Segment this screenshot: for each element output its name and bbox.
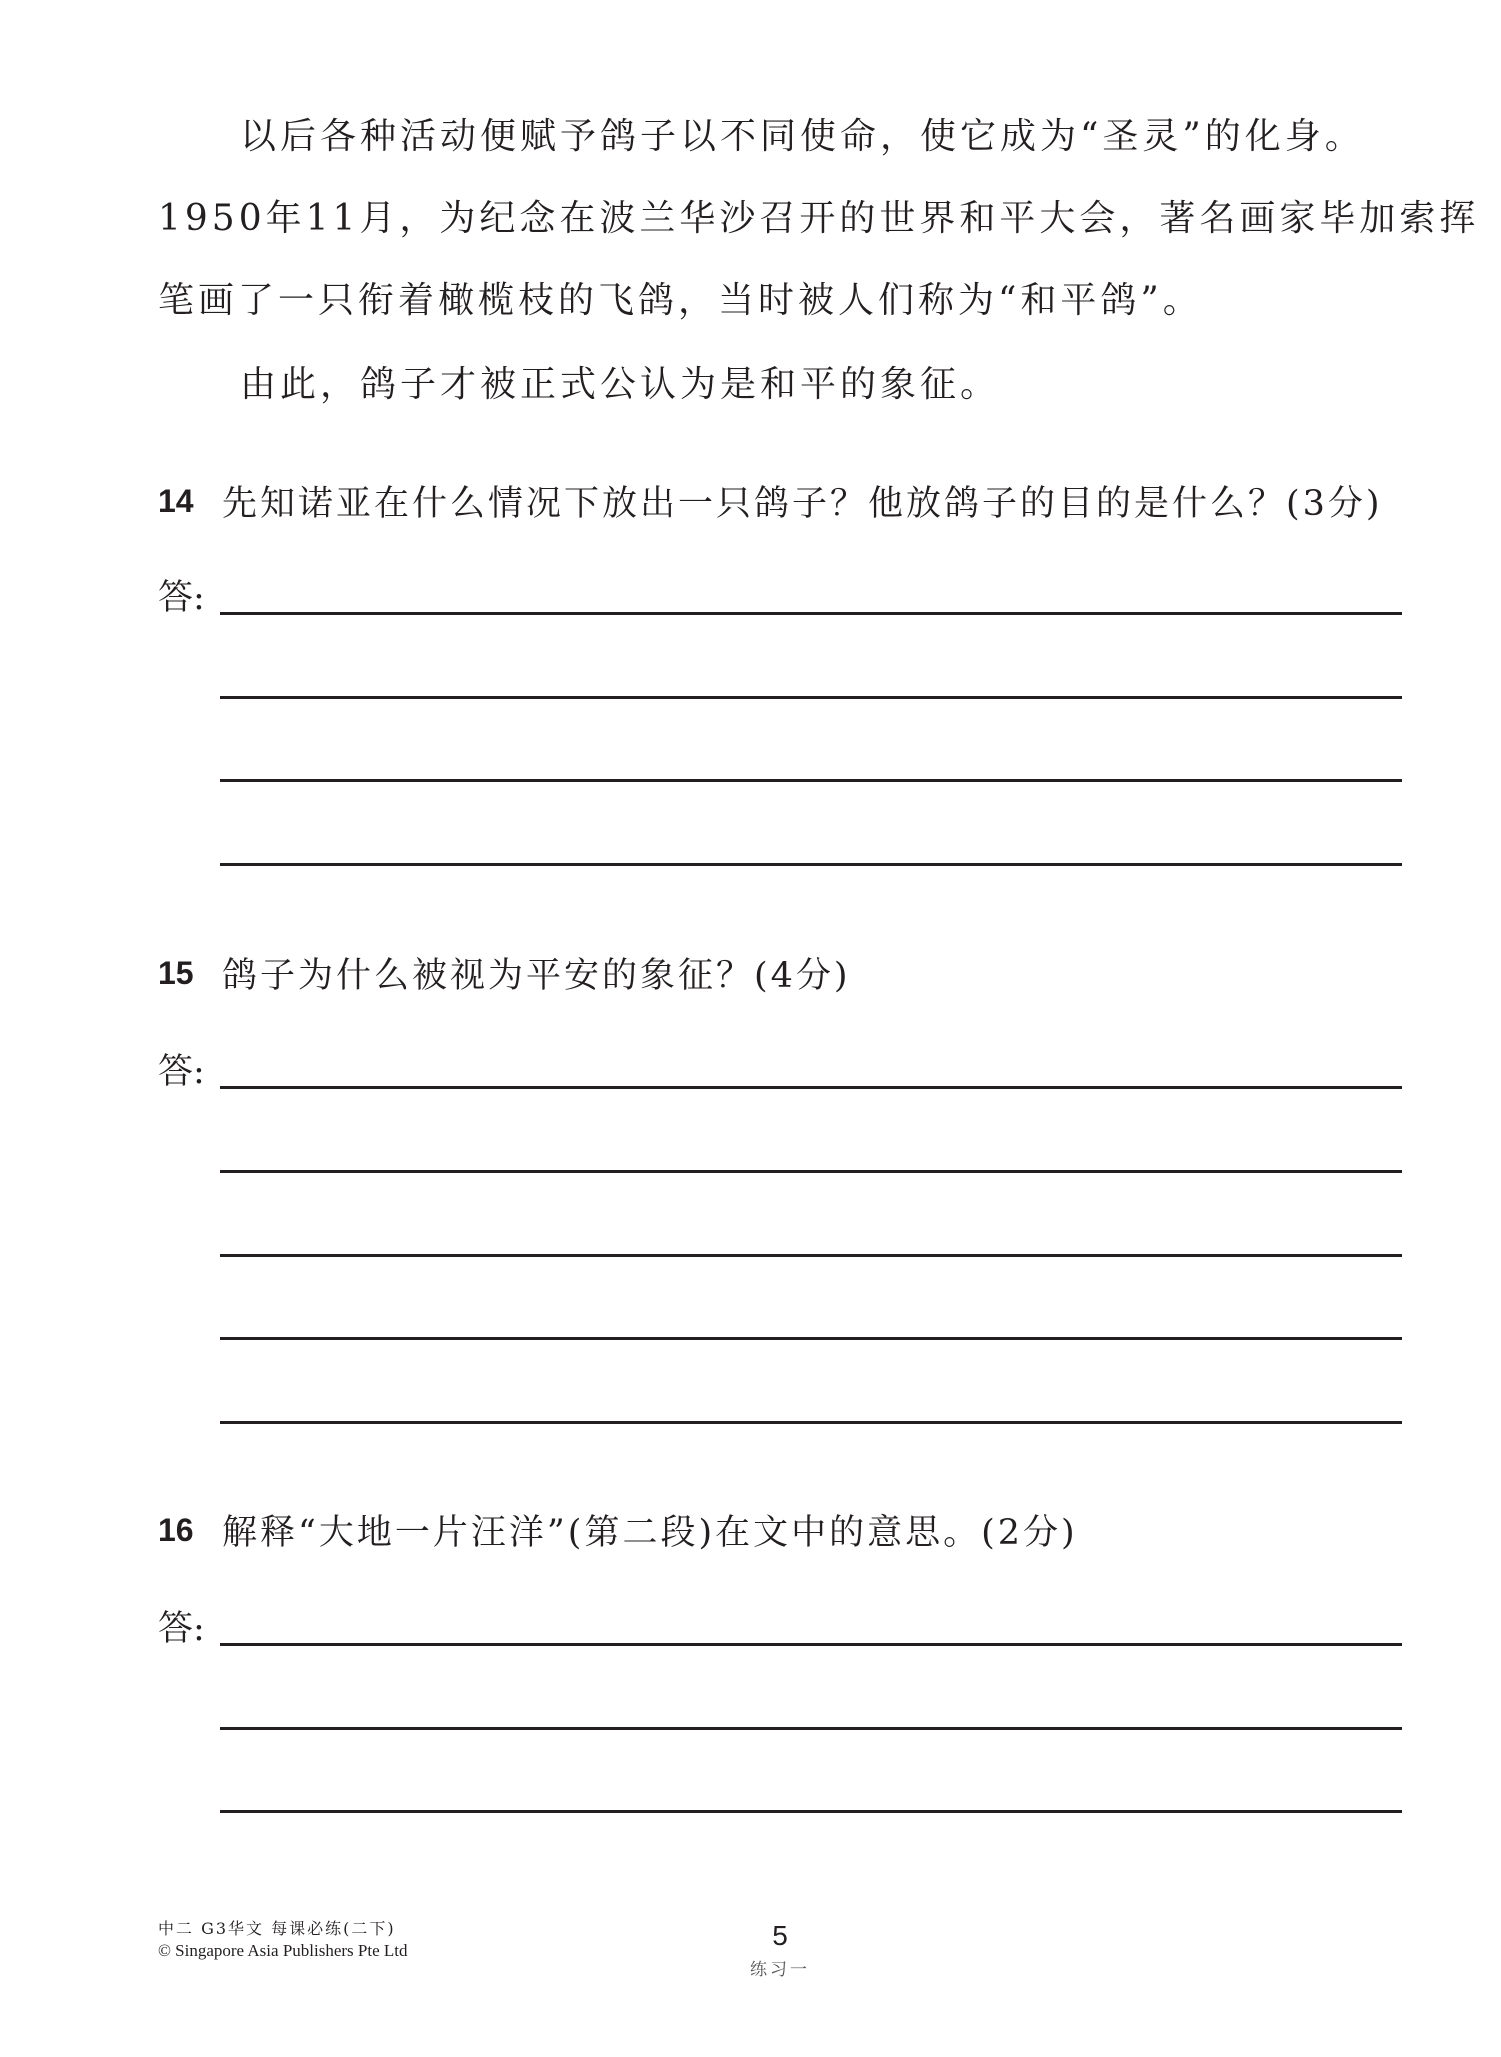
answer-label: 答: [158,1609,205,1649]
answer-label: 答: [158,578,205,618]
exercise-label: 练习一 [750,1960,810,1980]
page-number: 5 [772,1920,788,1951]
question-14 [158,476,1383,526]
answer-line-15-1[interactable] [220,1086,1402,1089]
question-number: 16 [158,1511,194,1548]
question-text: 先知诺亚在什么情况下放出一只鸽子？他放鸽子的目的是什么？(3分) [222,484,1383,524]
question-number: 14 [158,482,194,519]
passage-paragraph-1 [158,96,1480,342]
answer-line-14-3[interactable] [220,779,1402,782]
passage-paragraph-2 [158,344,1403,426]
question-16 [158,1505,1078,1555]
footer-publisher [158,1918,408,1962]
answer-line-15-3[interactable] [220,1254,1402,1257]
answer-line-16-2[interactable] [220,1727,1402,1730]
passage-line: 1950年11月，为纪念在波兰华沙召开的世界和平大会，著名画家毕加索挥 [158,198,1480,239]
answer-line-14-4[interactable] [220,863,1402,866]
question-text: 鸽子为什么被视为平安的象征？(4分) [222,956,851,996]
passage-line: 笔画了一只衔着橄榄枝的飞鸽，当时被人们称为“和平鸽”。 [158,280,1203,321]
question-15 [158,948,851,998]
answer-line-15-2[interactable] [220,1170,1402,1173]
question-text: 解释“大地一片汪洋”(第二段)在文中的意思。(2分) [222,1513,1078,1553]
answer-line-14-1[interactable] [220,612,1402,615]
answer-line-15-4[interactable] [220,1337,1402,1340]
book-title: 中二 G3华文 每课必练(二下) [158,1919,396,1938]
passage-line: 由此，鸽子才被正式公认为是和平的象征。 [240,364,1001,405]
answer-line-16-1[interactable] [220,1643,1402,1646]
question-number: 15 [158,954,194,991]
passage-line: 以后各种活动便赋予鸽子以不同使命，使它成为“圣灵”的化身。 [240,116,1365,157]
copyright-notice: © Singapore Asia Publishers Pte Ltd [158,1941,408,1960]
answer-line-16-3[interactable] [220,1810,1402,1813]
answer-label: 答: [158,1052,205,1092]
answer-line-14-2[interactable] [220,696,1402,699]
answer-line-15-5[interactable] [220,1421,1402,1424]
